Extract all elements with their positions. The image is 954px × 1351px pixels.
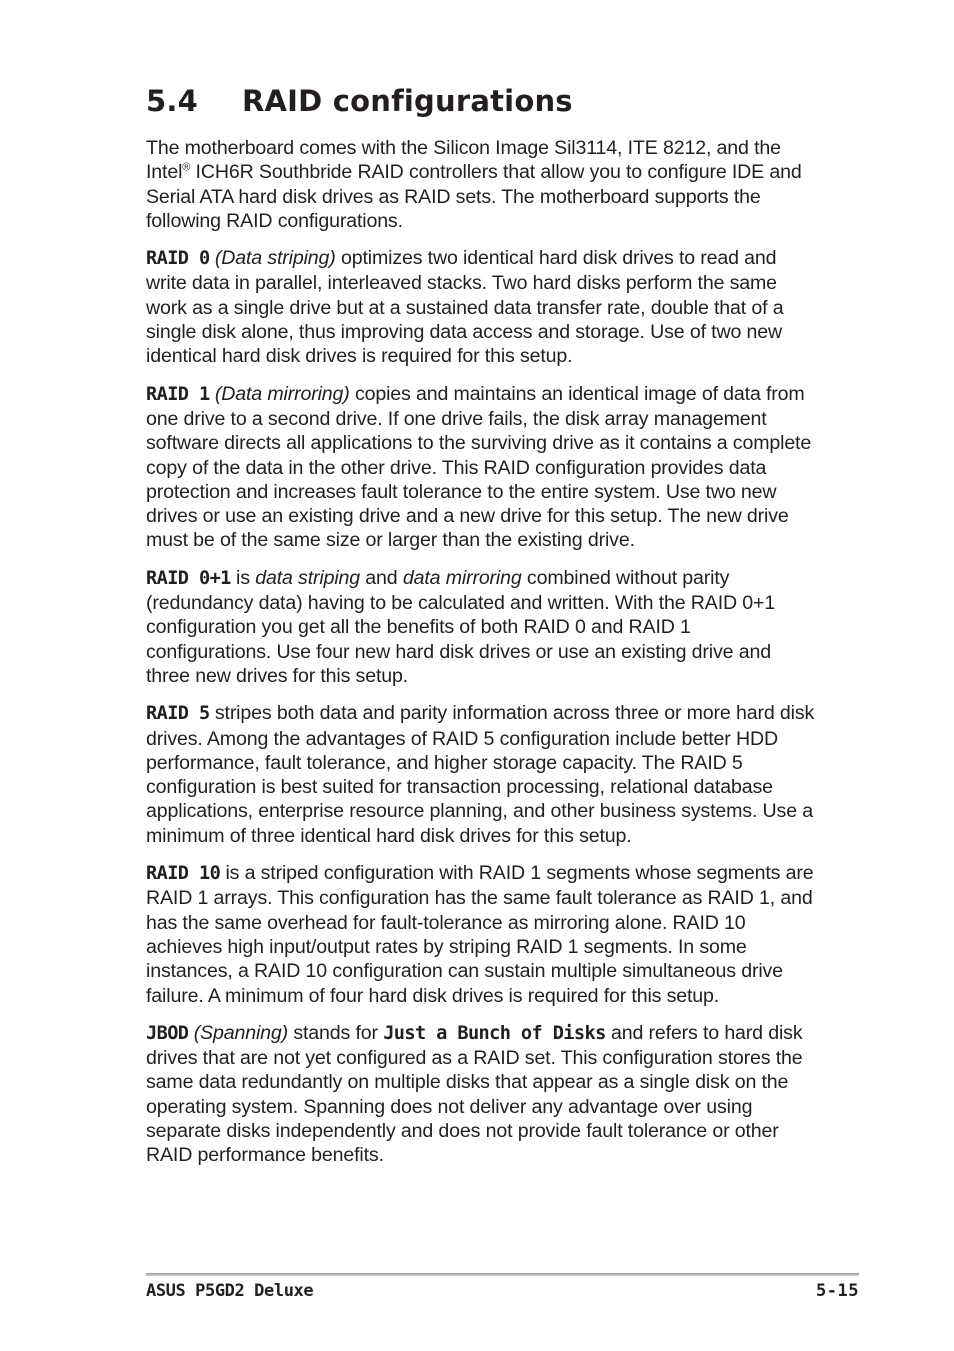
footer-page-number: 5-15 [816, 1281, 859, 1301]
intro-text-1: The motherboard comes with the Silicon Image Sil3114, ITE 8212, and the Intel [146, 137, 781, 184]
raid01-italic-mirroring: data mirroring [402, 566, 522, 589]
raid0-paragraph [146, 246, 818, 368]
raid5-paragraph [146, 701, 818, 848]
intro-paragraph [146, 136, 818, 233]
jbod-term: JBOD [146, 1022, 189, 1044]
raid0-text: optimizes two identical hard disk drives to read and write data in parallel, interleaved stacks. Two hard disks perform the same work as a single drive but at a sustained data transfer rate, double that of a single disk alone, thus improving data access and storage. Use of two new identical hard disk drives is required for this setup. [146, 247, 784, 368]
registered-mark: ® [182, 161, 191, 174]
raid0-italic: (Data striping) [214, 247, 336, 270]
body-text [146, 136, 818, 1181]
jbod-stands: stands for [288, 1021, 384, 1044]
raid1-italic: (Data mirroring) [214, 382, 350, 405]
footer-divider [146, 1273, 859, 1276]
section-number: 5.4 [146, 84, 198, 118]
raid10-text: is a striped configuration with RAID 1 segments whose segments are RAID 1 arrays. This configuration has the same fault tolerance as RAID 1, and has the same overhead for fault-tolerance as mirroring alone. RAID 10 achieves high input/output rates by striping RAID 1 segments. In some instances, a RAID 10 configuration can sustain multiple simultaneous drive failure. A minimum of four hard disk drives is required for this setup. [146, 862, 814, 1007]
section-heading [146, 84, 573, 118]
raid10-paragraph [146, 861, 818, 1008]
raid5-text: stripes both data and parity information across three or more hard disk drives. Among the advantages of RAID 5 configuration include better HDD performance, fault tolerance, and higher storage capacity. The RAID 5 configuration is best suited for transaction processing, relational database applications, enterprise resource planning, and other business systems. Use a minimum of three identical hard disk drives for this setup. [146, 702, 815, 847]
raid1-term: RAID 1 [146, 383, 210, 405]
raid1-text: copies and maintains an identical image of data from one drive to a second drive. If one drive fails, the disk array management software directs all applications to the surviving drive as it contains a complete copy of the data in the other drive. This RAID configuration provides data protection and increases fault tolerance to the entire system. Use two new drives or use an existing drive and a new drive for this setup. The new drive must be of the same size or larger than the existing drive. [146, 382, 812, 552]
jbod-text: and refers to hard disk drives that are not yet configured as a RAID set. This configuration stores the same data redundantly on multiple disks that appear as a single disk on the operating system. Spanning does not deliver any advantage over using separate disks independently and does not provide fault tolerance or other RAID performance benefits. [146, 1021, 803, 1167]
raid01-paragraph [146, 566, 818, 688]
raid01-and: and [360, 566, 403, 589]
jbod-paragraph [146, 1021, 818, 1168]
raid5-term: RAID 5 [146, 703, 210, 725]
jbod-term-full: Just a Bunch of Disks [383, 1022, 606, 1044]
raid01-text: combined without parity (redundancy data) having to be calculated and written. With the RAID 0+1 configuration you get all the benefits of both RAID 0 and RAID 1 configurations. Use four new hard disk drives or use an existing drive and three new drives for this setup. [146, 566, 776, 687]
section-title: RAID configurations [242, 84, 573, 118]
raid10-term: RAID 10 [146, 863, 221, 885]
raid01-is: is [230, 566, 256, 589]
raid0-term: RAID 0 [146, 248, 210, 270]
raid01-term: RAID 0+1 [146, 567, 231, 589]
raid01-italic-striping: data striping [255, 566, 361, 589]
jbod-italic: (Spanning) [193, 1021, 289, 1044]
raid1-paragraph [146, 382, 818, 553]
footer-product: ASUS P5GD2 Deluxe [146, 1281, 314, 1301]
intro-text-2: ICH6R Southbride RAID controllers that allow you to configure IDE and Serial ATA hard disk drives as RAID sets. The motherboard supports the following RAID configurations. [146, 161, 802, 232]
